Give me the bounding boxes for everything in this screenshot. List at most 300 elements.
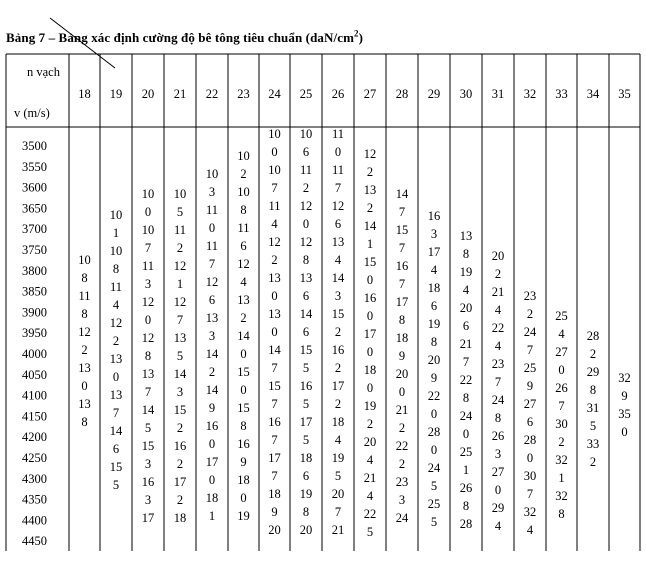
cell-text: 15 xyxy=(331,307,345,321)
cell-text: 24 xyxy=(491,393,505,407)
cell-text: 12 xyxy=(109,316,123,330)
cell-text: 4 xyxy=(240,275,247,289)
cell-text: 27 xyxy=(523,397,537,411)
velocity-value: 4300 xyxy=(22,471,47,486)
column-header: 25 xyxy=(299,87,313,101)
cell-text: 25 xyxy=(427,497,441,511)
cell-text: 19 xyxy=(363,399,377,413)
cell-text: 8 xyxy=(430,335,438,349)
cell-text: 7 xyxy=(494,375,502,389)
velocity-value: 3500 xyxy=(22,139,47,153)
cell-text: 26 xyxy=(491,429,505,443)
column-header: 31 xyxy=(491,87,505,101)
cell-text: 10 xyxy=(173,187,187,201)
cell-text: 5 xyxy=(176,205,184,219)
cell-text: 23 xyxy=(395,475,409,489)
cell-text: 17 xyxy=(395,295,409,309)
cell-text: 3 xyxy=(176,385,184,399)
cell-text: 12 xyxy=(299,199,313,213)
column-header: 19 xyxy=(109,87,123,101)
cell-text: 8 xyxy=(558,507,565,521)
cell-text: 15 xyxy=(141,439,155,453)
cell-text: 27 xyxy=(491,465,505,479)
cell-text: 7 xyxy=(334,181,342,195)
cell-text: 13 xyxy=(109,352,123,366)
cell-text: 0 xyxy=(271,289,278,303)
cell-text: 13 xyxy=(141,367,155,381)
cell-text: 13 xyxy=(78,397,91,411)
cell-text: 14 xyxy=(141,403,155,417)
cell-text: 15 xyxy=(109,460,123,474)
cell-text: 16 xyxy=(299,379,313,393)
cell-text: 0 xyxy=(366,345,374,359)
column-header: 32 xyxy=(523,87,537,101)
cell-text: 5 xyxy=(176,349,184,363)
corner-v-label: v (m/s) xyxy=(14,106,50,120)
cell-text: 33 xyxy=(586,437,600,451)
cell-text: 6 xyxy=(112,442,120,456)
cell-text: 3 xyxy=(430,227,438,241)
cell-text: 9 xyxy=(208,401,216,415)
cell-text: 6 xyxy=(302,145,310,159)
cell-text: 19 xyxy=(237,509,250,523)
cell-text: 2 xyxy=(589,455,597,469)
column-header: 26 xyxy=(331,87,345,101)
cell-text: 11 xyxy=(331,127,345,141)
cell-text: 8 xyxy=(144,349,152,363)
cell-text: 0 xyxy=(334,145,342,159)
cell-text: 7 xyxy=(112,406,120,420)
cell-text: 12 xyxy=(299,235,313,249)
column-header: 30 xyxy=(459,87,473,101)
cell-text: 6 xyxy=(462,319,470,333)
cell-text: 7 xyxy=(176,313,184,327)
cell-text: 2 xyxy=(366,201,374,215)
cell-text: 2 xyxy=(334,361,342,375)
cell-text: 10 xyxy=(141,187,155,201)
cell-text: 18 xyxy=(299,451,313,465)
cell-text: 0 xyxy=(558,363,565,377)
column-header: 28 xyxy=(395,87,409,101)
column-header: 20 xyxy=(141,87,155,101)
cell-text: 11 xyxy=(173,223,187,237)
cell-text: 23 xyxy=(523,289,537,303)
cell-text: 29 xyxy=(491,501,505,515)
cell-text: 14 xyxy=(237,329,250,343)
cell-text: 4 xyxy=(494,303,502,317)
cell-text: 17 xyxy=(268,451,281,465)
cell-text: 2 xyxy=(240,311,247,325)
cell-text: 18 xyxy=(427,281,441,295)
cell-text: 4 xyxy=(494,519,502,533)
cell-text: 14 xyxy=(205,383,219,397)
cell-text: 6 xyxy=(526,415,534,429)
cell-text: 17 xyxy=(173,475,187,489)
cell-text: 16 xyxy=(173,439,187,453)
cell-text: 3 xyxy=(494,447,502,461)
cell-text: 0 xyxy=(144,205,152,219)
velocity-value: 3550 xyxy=(22,159,47,174)
cell-text: 28 xyxy=(586,329,600,343)
caption-superscript: 2 xyxy=(354,28,359,39)
cell-text: 35 xyxy=(618,407,631,421)
cell-text: 21 xyxy=(491,285,505,299)
cell-text: 1 xyxy=(112,226,120,240)
cell-text: 18 xyxy=(268,487,281,501)
cell-text: 2 xyxy=(176,421,184,435)
cell-text: 18 xyxy=(205,491,219,505)
cell-text: 12 xyxy=(141,295,155,309)
cell-text: 8 xyxy=(81,307,88,321)
corner-n-label: n vạch xyxy=(27,65,60,79)
cell-text: 5 xyxy=(144,421,152,435)
cell-text: 8 xyxy=(302,505,310,519)
cell-text: 2 xyxy=(558,435,565,449)
cell-text: 8 xyxy=(462,391,470,405)
cell-text: 3 xyxy=(144,457,152,471)
cell-text: 20 xyxy=(491,249,505,263)
velocity-value: 3900 xyxy=(22,305,47,320)
velocity-value: 4000 xyxy=(22,347,47,361)
cell-text: 5 xyxy=(430,515,438,529)
velocity-value: 3950 xyxy=(22,326,47,341)
cell-text: 2 xyxy=(271,253,278,267)
cell-text: 12 xyxy=(173,295,187,309)
corner-diagonal xyxy=(50,18,115,68)
cell-text: 4 xyxy=(526,523,534,537)
cell-text: 17 xyxy=(331,379,345,393)
cell-text: 16 xyxy=(427,209,441,223)
cell-text: 10 xyxy=(78,253,91,267)
cell-text: 6 xyxy=(302,325,310,339)
cell-text: 17 xyxy=(363,327,377,341)
cell-text: 6 xyxy=(302,289,310,303)
cell-text: 11 xyxy=(299,163,313,177)
cell-text: 8 xyxy=(462,247,470,261)
velocity-value: 3600 xyxy=(22,180,47,195)
cell-text: 0 xyxy=(366,381,374,395)
cell-text: 10 xyxy=(237,149,250,163)
cell-text: 1 xyxy=(208,509,216,523)
cell-text: 10 xyxy=(109,244,123,258)
cell-text: 14 xyxy=(205,347,219,361)
cell-text: 2 xyxy=(81,343,88,357)
cell-text: 22 xyxy=(395,439,409,453)
cell-text: 17 xyxy=(205,455,219,469)
cell-text: 15 xyxy=(173,403,187,417)
cell-text: 2 xyxy=(526,307,534,321)
cell-text: 6 xyxy=(430,299,438,313)
cell-text: 2 xyxy=(334,397,342,411)
cell-text: 8 xyxy=(494,411,502,425)
cell-text: 21 xyxy=(331,523,345,537)
cell-text: 11 xyxy=(268,199,281,213)
velocity-value: 4400 xyxy=(22,513,47,528)
cell-text: 26 xyxy=(459,481,473,495)
cell-text: 20 xyxy=(299,523,313,537)
cell-text: 12 xyxy=(173,259,187,273)
cell-text: 17 xyxy=(427,245,441,259)
cell-text: 0 xyxy=(240,491,247,505)
cell-text: 16 xyxy=(237,437,250,451)
cell-text: 0 xyxy=(302,217,310,231)
cell-text: 4 xyxy=(430,263,438,277)
cell-text: 14 xyxy=(268,343,281,357)
cell-text: 10 xyxy=(141,223,155,237)
cell-text: 18 xyxy=(237,473,250,487)
cell-text: 20 xyxy=(268,523,281,537)
cell-text: 8 xyxy=(240,203,247,217)
cell-text: 7 xyxy=(462,355,470,369)
cell-text: 28 xyxy=(459,517,473,531)
column-header: 24 xyxy=(268,87,281,101)
cell-text: 13 xyxy=(205,311,219,325)
velocity-value: 4100 xyxy=(22,388,47,403)
cell-text: 15 xyxy=(268,379,281,393)
cell-text: 18 xyxy=(331,415,345,429)
cell-text: 14 xyxy=(331,271,345,285)
cell-text: 1 xyxy=(366,237,374,251)
cell-text: 0 xyxy=(208,221,216,235)
cell-text: 25 xyxy=(523,361,537,375)
cell-text: 14 xyxy=(395,187,409,201)
cell-text: 0 xyxy=(144,313,152,327)
caption-close: ) xyxy=(358,30,364,45)
cell-text: 9 xyxy=(526,379,534,393)
cell-text: 2 xyxy=(398,457,406,471)
cell-text: 20 xyxy=(331,487,345,501)
cell-text: 4 xyxy=(366,489,374,503)
cell-text: 13 xyxy=(268,307,281,321)
cell-text: 17 xyxy=(299,415,313,429)
column-header: 22 xyxy=(205,87,219,101)
cell-text: 0 xyxy=(430,443,438,457)
cell-text: 2 xyxy=(589,347,597,361)
cell-text: 6 xyxy=(334,217,342,231)
cell-text: 3 xyxy=(208,185,216,199)
cell-text: 16 xyxy=(268,415,281,429)
cell-text: 2 xyxy=(366,417,374,431)
cell-text: 8 xyxy=(462,499,470,513)
cell-text: 13 xyxy=(299,271,313,285)
cell-text: 6 xyxy=(240,239,247,253)
column-header: 27 xyxy=(363,87,377,101)
cell-text: 10 xyxy=(299,127,313,141)
cell-text: 7 xyxy=(398,277,406,291)
cell-text: 11 xyxy=(78,289,91,303)
cell-text: 12 xyxy=(363,147,377,161)
cell-text: 7 xyxy=(144,385,152,399)
velocity-value: 3650 xyxy=(22,201,47,216)
cell-text: 11 xyxy=(205,203,219,217)
cell-text: 0 xyxy=(240,383,247,397)
cell-text: 7 xyxy=(271,433,278,447)
cell-text: 11 xyxy=(237,221,250,235)
cell-text: 16 xyxy=(331,343,345,357)
cell-text: 22 xyxy=(459,373,473,387)
cell-text: 20 xyxy=(363,435,377,449)
cell-text: 7 xyxy=(208,257,216,271)
cell-text: 4 xyxy=(334,433,342,447)
cell-text: 30 xyxy=(555,417,568,431)
cell-text: 12 xyxy=(141,331,155,345)
cell-text: 0 xyxy=(398,385,406,399)
cell-text: 30 xyxy=(523,469,537,483)
cell-text: 28 xyxy=(523,433,537,447)
column-header: 33 xyxy=(555,87,568,101)
cell-text: 4 xyxy=(494,339,502,353)
column-header: 35 xyxy=(618,87,631,101)
cell-text: 18 xyxy=(363,363,377,377)
cell-text: 0 xyxy=(81,379,88,393)
cell-text: 3 xyxy=(398,493,406,507)
cell-text: 3 xyxy=(144,493,152,507)
cell-text: 4 xyxy=(462,283,470,297)
cell-text: 9 xyxy=(430,371,438,385)
cell-text: 12 xyxy=(78,325,91,339)
cell-text: 8 xyxy=(302,253,310,267)
velocity-value: 4200 xyxy=(22,430,47,445)
cell-text: 16 xyxy=(141,475,155,489)
cell-text: 2 xyxy=(366,165,374,179)
cell-text: 10 xyxy=(268,127,281,141)
cell-text: 14 xyxy=(363,219,377,233)
cell-text: 14 xyxy=(299,307,313,321)
cell-text: 13 xyxy=(237,293,250,307)
cell-text: 15 xyxy=(299,343,313,357)
cell-text: 14 xyxy=(173,367,187,381)
cell-text: 7 xyxy=(271,469,278,483)
cell-text: 24 xyxy=(459,409,473,423)
velocity-value: 4250 xyxy=(22,451,47,465)
velocity-value: 3750 xyxy=(22,243,47,257)
column-header: 29 xyxy=(427,87,441,101)
cell-text: 5 xyxy=(302,361,310,375)
cell-text: 10 xyxy=(205,167,219,181)
cell-text: 4 xyxy=(558,327,565,341)
cell-text: 13 xyxy=(78,361,91,375)
cell-text: 24 xyxy=(523,325,537,339)
cell-text: 1 xyxy=(176,277,184,291)
cell-text: 2 xyxy=(302,181,310,195)
cell-text: 3 xyxy=(208,329,216,343)
velocity-value: 4050 xyxy=(22,367,47,382)
cell-text: 15 xyxy=(363,255,377,269)
cell-text: 9 xyxy=(271,505,278,519)
cell-text: 7 xyxy=(271,397,278,411)
cell-text: 12 xyxy=(205,275,219,289)
cell-text: 0 xyxy=(366,273,374,287)
cell-text: 21 xyxy=(395,403,409,417)
cell-text: 0 xyxy=(208,473,216,487)
cell-text: 29 xyxy=(586,365,600,379)
cell-text: 0 xyxy=(462,427,470,441)
column-header: 23 xyxy=(237,87,250,101)
cell-text: 7 xyxy=(526,487,534,501)
cell-text: 24 xyxy=(395,511,409,525)
cell-text: 9 xyxy=(398,349,406,363)
cell-text: 20 xyxy=(427,353,441,367)
cell-text: 8 xyxy=(112,262,120,276)
cell-text: 11 xyxy=(205,239,219,253)
cell-text: 32 xyxy=(555,489,568,503)
cell-text: 0 xyxy=(208,437,216,451)
cell-text: 21 xyxy=(363,471,377,485)
cell-text: 19 xyxy=(331,451,345,465)
cell-text: 28 xyxy=(427,425,441,439)
cell-text: 1 xyxy=(462,463,470,477)
cell-text: 4 xyxy=(112,298,120,312)
cell-text: 0 xyxy=(366,309,374,323)
cell-text: 5 xyxy=(112,478,120,492)
cell-text: 6 xyxy=(302,469,310,483)
page-bottom-margin xyxy=(0,552,646,562)
cell-text: 7 xyxy=(398,241,406,255)
cell-text: 9 xyxy=(621,389,628,403)
cell-text: 1 xyxy=(558,471,565,485)
cell-text: 22 xyxy=(491,321,505,335)
cell-text: 12 xyxy=(237,257,250,271)
cell-text: 0 xyxy=(240,347,247,361)
cell-text: 10 xyxy=(268,163,281,177)
cell-text: 4 xyxy=(366,453,374,467)
cell-text: 7 xyxy=(271,181,278,195)
cell-text: 2 xyxy=(240,167,247,181)
cell-text: 14 xyxy=(109,424,123,438)
velocity-value: 3700 xyxy=(22,222,47,237)
cell-text: 11 xyxy=(331,163,345,177)
cell-text: 2 xyxy=(398,421,406,435)
cell-text: 0 xyxy=(271,145,278,159)
cell-text: 5 xyxy=(430,479,438,493)
cell-text: 4 xyxy=(271,217,278,231)
cell-text: 18 xyxy=(395,331,409,345)
cell-text: 7 xyxy=(144,241,152,255)
velocity-value: 4450 xyxy=(22,534,47,549)
cell-text: 0 xyxy=(526,451,534,465)
cell-text: 21 xyxy=(459,337,473,351)
cell-text: 19 xyxy=(427,317,441,331)
cell-text: 32 xyxy=(523,505,537,519)
cell-text: 2 xyxy=(176,457,184,471)
cell-text: 13 xyxy=(331,235,345,249)
cell-text: 12 xyxy=(268,235,281,249)
cell-text: 7 xyxy=(558,399,565,413)
cell-text: 9 xyxy=(240,455,247,469)
cell-text: 11 xyxy=(141,259,155,273)
cell-text: 13 xyxy=(268,271,281,285)
velocity-value: 3800 xyxy=(22,263,47,278)
velocity-value: 4150 xyxy=(22,409,47,424)
cell-text: 7 xyxy=(334,505,342,519)
cell-text: 15 xyxy=(237,401,250,415)
cell-text: 16 xyxy=(395,259,409,273)
cell-text: 13 xyxy=(109,388,123,402)
cell-text: 6 xyxy=(208,293,216,307)
column-header: 21 xyxy=(173,87,187,101)
cell-text: 0 xyxy=(621,425,628,439)
cell-text: 2 xyxy=(494,267,502,281)
cell-text: 2 xyxy=(334,325,342,339)
cell-text: 0 xyxy=(271,325,278,339)
cell-text: 12 xyxy=(331,199,345,213)
cell-text: 10 xyxy=(109,208,123,222)
caption-text: Bảng 7 – Bảng xác định cường độ bê tông tiêu chuẩn (daN/cm xyxy=(6,30,355,45)
cell-text: 10 xyxy=(237,185,250,199)
cell-text: 8 xyxy=(240,419,247,433)
cell-text: 32 xyxy=(555,453,568,467)
column-header: 34 xyxy=(586,87,600,101)
